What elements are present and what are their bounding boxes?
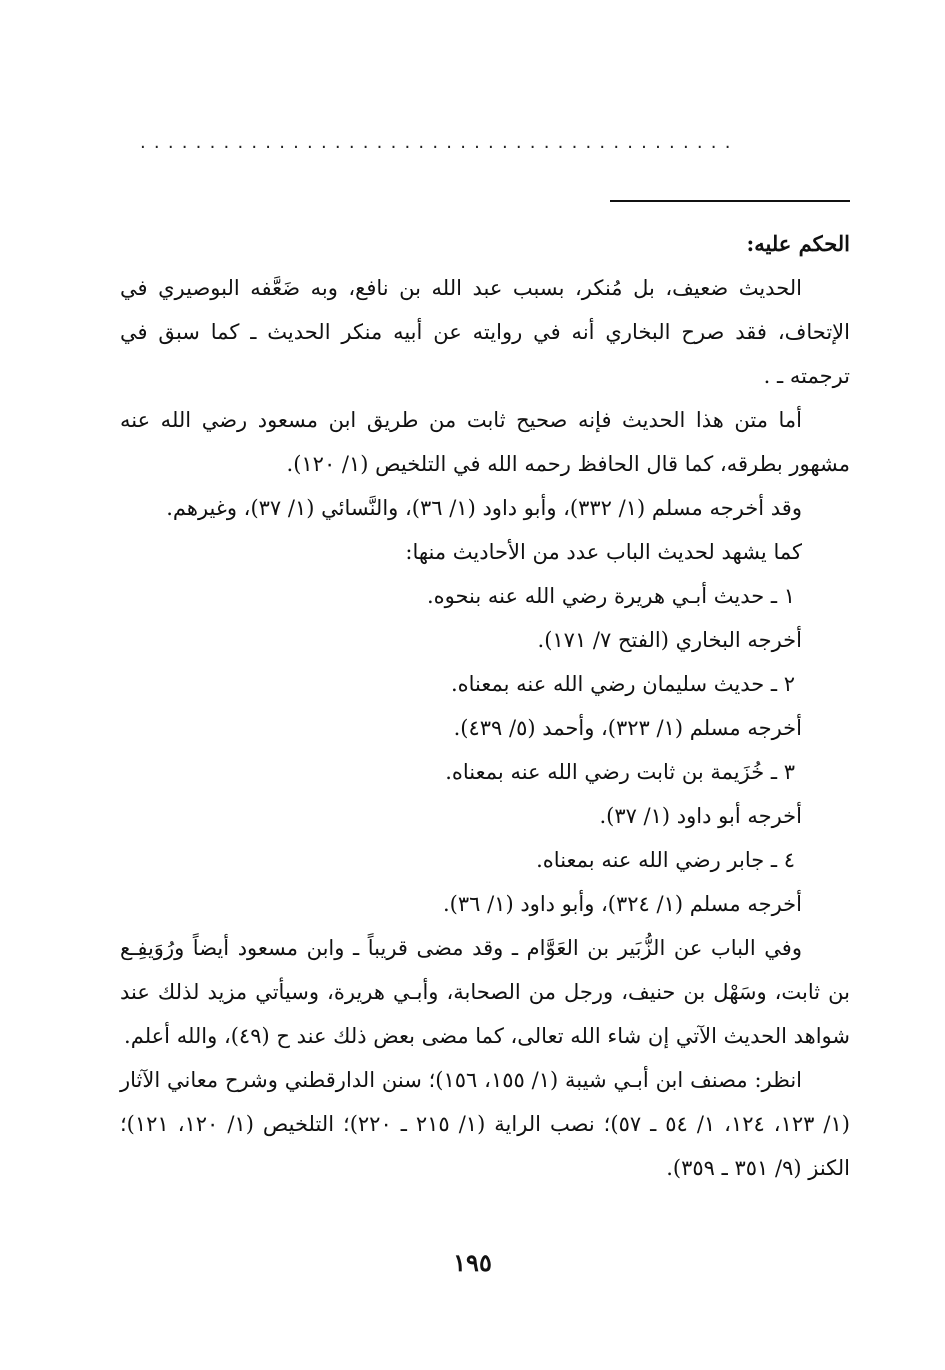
page-number: ١٩٥ [453, 1248, 492, 1277]
paragraph-witnesses-intro: كما يشهد لحديث الباب عدد من الأحاديث منها: [405, 540, 802, 564]
paragraph-text-status: أما متن هذا الحديث فإنه صحيح ثابت من طريق ابن مسعود رضي الله عنه مشهور بطرقه، كما قال الحافظ رحمه الله في التلخيص (١/ ١٢٠). [120, 408, 850, 476]
witness-source: أخرجه أبو داود (١/ ٣٧). [599, 804, 802, 828]
section-heading: الحكم عليه: [746, 231, 850, 256]
witness-title: ٢ ـ حديث سليمان رضي الله عنه بمعناه. [450, 672, 795, 696]
footnote-rule [610, 200, 850, 202]
paragraph-closing: وفي الباب عن الزُّبَير بن العَوَّام ـ وقد مضى قريباً ـ وابن مسعود أيضاً ورُوَيفِـع بن ثابت، وسَهْل بن حنيف، ورجل من الصحابة، وأبـي هريرة، وسيأتي مزيد لذلك عند شواهد الحديث الآتي إن شاء الله تعالى، كما مضى بعض ذلك عند ح (٤٩)، والله أعلم. [120, 936, 850, 1048]
dotted-separator: ........................................... [140, 132, 739, 152]
paragraph-sources: وقد أخرجه مسلم (١/ ٣٣٢)، وأبو داود (١/ ٣٦)، والنَّسائي (١/ ٣٧)، وغيرهم. [166, 496, 802, 520]
witness-title: ١ ـ حديث أبـي هريرة رضي الله عنه بنحوه. [426, 584, 795, 608]
page-body [120, 222, 850, 1190]
paragraph-references: انظر: مصنف ابن أبـي شيبة (١/ ١٥٥، ١٥٦)؛ سنن الدارقطني وشرح معاني الآثار (١/ ١٢٣، ١٢٤، ١/ ٥٤ ـ ٥٧)؛ نصب الراية (١/ ٢١٥ ـ ٢٢٠)؛ التلخيص (١/ ١٢٠، ١٢١)؛ الكنز (٩/ ٣٥١ ـ ٣٥٩). [120, 1068, 850, 1180]
witness-title: ٣ ـ خُزَيمة بن ثابت رضي الله عنه بمعناه. [445, 760, 795, 784]
witness-source: أخرجه مسلم (١/ ٣٢٣)، وأحمد (٥/ ٤٣٩). [453, 716, 802, 740]
witness-source: أخرجه مسلم (١/ ٣٢٤)، وأبو داود (١/ ٣٦). [442, 892, 802, 916]
witness-source: أخرجه البخاري (الفتح ٧/ ١٧١). [537, 628, 802, 652]
paragraph-verdict: الحديث ضعيف، بل مُنكر، بسبب عبد الله بن نافع، وبه ضَعَّفه البوصيري في الإتحاف، فقد صرح البخاري أنه في روايته عن أبيه منكر الحديث ـ كما سبق في ترجمته ـ . [120, 276, 850, 388]
witness-title: ٤ ـ جابر رضي الله عنه بمعناه. [536, 848, 795, 872]
